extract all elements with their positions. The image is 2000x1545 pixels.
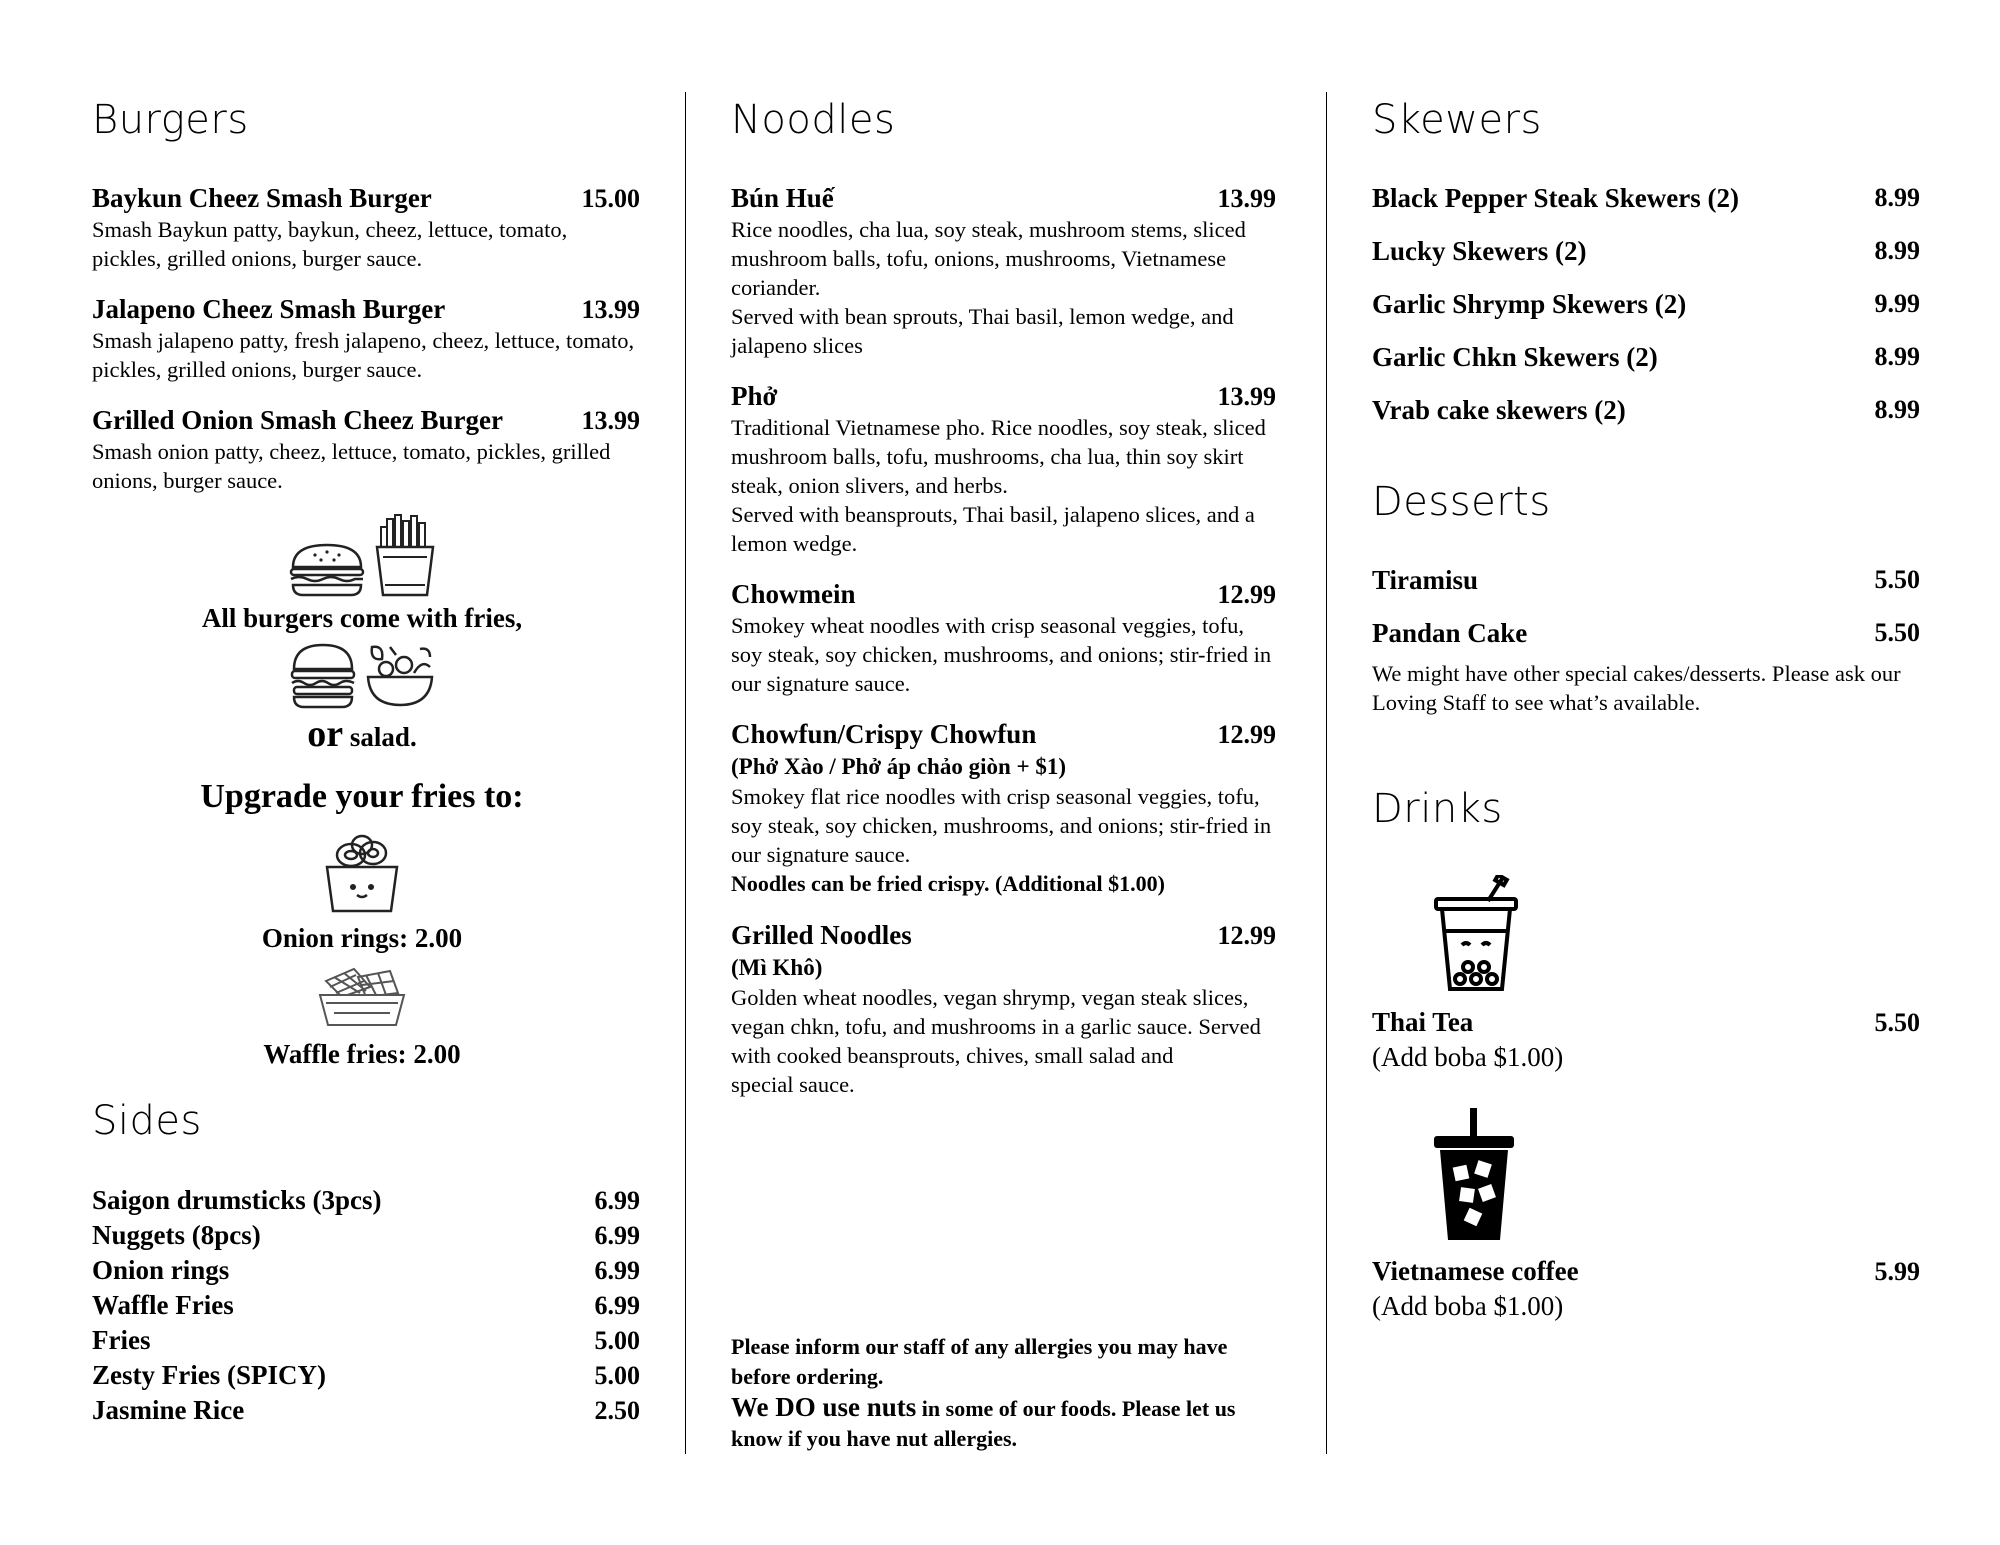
drink-price: 5.99: [1874, 1257, 1920, 1286]
salad-word: salad.: [343, 722, 417, 752]
promo-fries-line: All burgers come with fries,: [201, 603, 523, 633]
item-description: Smokey flat rice noodles with crisp seasonal veggies, tofu, soy steak, soy chicken, mushrooms, and onions; stir-fried in our signature sauce.: [731, 784, 1272, 867]
drink-row: [1372, 1254, 1920, 1289]
burger-icon: [287, 541, 367, 597]
list-item: Garlic Shrymp Skewers (2) 9.99: [1372, 289, 1920, 319]
item-description: Golden wheat noodles, vegan shrymp, vegan steak slices, vegan chkn, tofu, and mushrooms in a garlic sauce. Served with cooked beansprouts, chives, small salad and: [731, 985, 1261, 1068]
item-name: Phở: [731, 381, 778, 411]
item-note: Noodles can be fried crispy. (Additional $1.00): [731, 871, 1165, 896]
item-serving-note: Served with beansprouts, Thai basil, jalapeno slices, and a lemon wedge.: [731, 502, 1255, 556]
section-title-sides: Sides: [92, 1098, 202, 1144]
item-serving-note: Served with bean sprouts, Thai basil, lemon wedge, and jalapeno slices: [731, 304, 1234, 358]
boba-tea-icon: [1432, 875, 1520, 993]
menu-item: [92, 182, 640, 273]
or-word: or: [307, 713, 344, 755]
item-vietnamese-name: (Mì Khô): [731, 955, 823, 980]
column-divider: [1326, 92, 1327, 1454]
section-title-burgers: Burgers: [92, 97, 249, 143]
list-item: Fries 5.00: [92, 1325, 640, 1355]
onion-rings-icon: [321, 831, 403, 915]
drink-name: Thai Tea: [1372, 1007, 1474, 1037]
item-name: Chowfun/Crispy Chowfun: [731, 719, 1037, 749]
salad-icon: [364, 639, 436, 709]
menu-item: [731, 919, 1276, 1099]
menu-item: [92, 404, 640, 495]
list-item: Zesty Fries (SPICY) 5.00: [92, 1360, 640, 1390]
fries-icon: [373, 513, 437, 597]
upgrade-waffle-fries: Waffle fries: 2.00: [263, 1039, 461, 1069]
item-description: Smash Baykun patty, baykun, cheez, lettuce, tomato, pickles, grilled onions, burger sauce.: [92, 217, 568, 271]
item-description: Smash jalapeno patty, fresh jalapeno, cheez, lettuce, tomato, pickles, grilled onions, burger sauce.: [92, 328, 635, 382]
menu-item: [731, 718, 1276, 899]
drink-item: [1372, 1112, 1920, 1323]
upgrade-heading: Upgrade your fries to:: [200, 778, 524, 815]
list-item: Jasmine Rice 2.50: [92, 1395, 640, 1425]
nut-warning-rest: in some of our foods. Please let us know if you have nut allergies.: [731, 1396, 1236, 1451]
item-vietnamese-name: (Phở Xào / Phở áp chảo giòn + $1): [731, 754, 1067, 779]
burger-promo: [92, 513, 632, 1071]
item-price: 15.00: [581, 184, 640, 213]
section-title-desserts: Desserts: [1372, 479, 1551, 525]
item-name: Jalapeno Cheez Smash Burger: [92, 294, 446, 324]
nut-warning-emphasis: We DO use nuts: [731, 1392, 917, 1422]
waffle-fries-icon: [314, 963, 410, 1029]
item-name: Chowmein: [731, 579, 856, 609]
menu-item: [92, 293, 640, 384]
section-title-drinks: Drinks: [1372, 786, 1503, 832]
item-name: Baykun Cheez Smash Burger: [92, 183, 432, 213]
section-title-skewers: Skewers: [1372, 97, 1542, 143]
boba-addon: (Add boba $1.00): [1372, 1042, 1564, 1072]
iced-coffee-icon: [1432, 1108, 1516, 1242]
item-price: 12.99: [1217, 580, 1276, 609]
column-burgers-sides: [92, 88, 640, 1428]
item-name: Bún Huế: [731, 183, 834, 213]
list-item: Pandan Cake 5.50: [1372, 618, 1920, 648]
allergy-line: Please inform our staff of any allergies you may have before ordering.: [731, 1334, 1228, 1389]
allergy-notice: [731, 1332, 1251, 1454]
desserts-note: We might have other special cakes/desserts. Please ask our Loving Staff to see what’s available.: [1372, 661, 1901, 715]
promo-or-line: [92, 711, 632, 765]
drink-row: [1372, 1005, 1920, 1040]
burger-icon: [288, 639, 358, 709]
item-price: 13.99: [581, 406, 640, 435]
item-description: Smash onion patty, cheez, lettuce, tomato, pickles, grilled onions, burger sauce.: [92, 439, 611, 493]
upgrade-onion-rings: Onion rings: 2.00: [261, 923, 463, 953]
item-price: 13.99: [581, 295, 640, 324]
item-name: Grilled Noodles: [731, 920, 912, 950]
menu-item: [731, 380, 1276, 558]
list-item: Lucky Skewers (2) 8.99: [1372, 236, 1920, 266]
list-item: Black Pepper Steak Skewers (2) 8.99: [1372, 183, 1920, 213]
sides-list: [92, 1183, 640, 1428]
item-description: Traditional Vietnamese pho. Rice noodles, soy steak, sliced mushroom balls, tofu, mushrooms, cha lua, thin soy skirt steak, onion slivers, and herbs.: [731, 415, 1266, 498]
drink-price: 5.50: [1874, 1008, 1920, 1037]
list-item: Waffle Fries 6.99: [92, 1290, 640, 1320]
list-item: Nuggets (8pcs) 6.99: [92, 1220, 640, 1250]
nut-warning: [731, 1392, 1251, 1454]
boba-addon: (Add boba $1.00): [1372, 1291, 1564, 1321]
item-description: Smokey wheat noodles with crisp seasonal veggies, tofu, soy steak, soy chicken, mushrooms, and onions; stir-fried in our signature sauce.: [731, 613, 1272, 696]
drink-item: [1372, 863, 1920, 1074]
item-price: 13.99: [1217, 184, 1276, 213]
list-item: Saigon drumsticks (3pcs) 6.99: [92, 1185, 640, 1215]
list-item: Tiramisu 5.50: [1372, 565, 1920, 595]
menu-item: [731, 578, 1276, 698]
list-item: Onion rings 6.99: [92, 1255, 640, 1285]
item-description-end: special sauce.: [731, 1072, 855, 1097]
column-skewers-desserts-drinks: [1372, 88, 1920, 1323]
list-item: Vrab cake skewers (2) 8.99: [1372, 395, 1920, 425]
item-description: Rice noodles, cha lua, soy steak, mushroom stems, sliced mushroom balls, tofu, onions, mushrooms, Vietnamese coriander.: [731, 217, 1246, 300]
skewers-list: [1372, 182, 1920, 426]
item-price: 12.99: [1217, 921, 1276, 950]
column-noodles: [731, 88, 1276, 1458]
section-title-noodles: Noodles: [731, 97, 896, 143]
column-divider: [685, 92, 686, 1454]
item-price: 13.99: [1217, 382, 1276, 411]
item-name: Grilled Onion Smash Cheez Burger: [92, 405, 503, 435]
drink-name: Vietnamese coffee: [1372, 1256, 1579, 1286]
menu-item: [731, 182, 1276, 360]
list-item: Garlic Chkn Skewers (2) 8.99: [1372, 342, 1920, 372]
item-price: 12.99: [1217, 720, 1276, 749]
